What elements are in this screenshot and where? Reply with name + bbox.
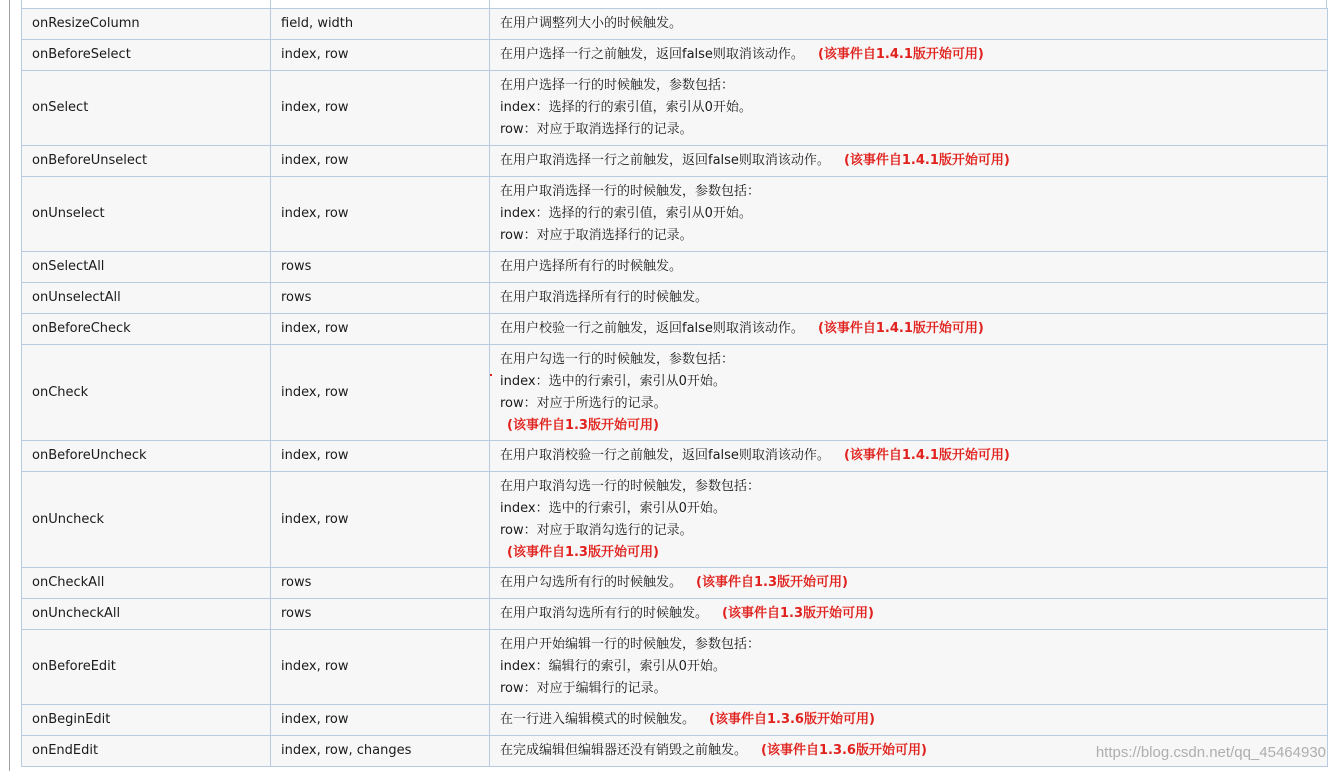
description-line: [500, 44, 1317, 66]
event-description-cell: [490, 441, 1328, 472]
event-description-cell: [490, 472, 1328, 568]
table-row: [22, 599, 1328, 630]
description-line: [500, 393, 1317, 415]
description-text: index：选择的行的索引值，索引从0开始。: [500, 100, 752, 115]
version-note: (该事件自1.4.1版开始可用): [843, 448, 1010, 463]
version-note: (该事件自1.4.1版开始可用): [817, 321, 984, 336]
description-line: [500, 520, 1317, 542]
version-note: (该事件自1.3版开始可用): [507, 417, 659, 433]
event-name-cell: onBeforeUnselect: [22, 146, 271, 177]
version-note: (该事件自1.4.1版开始可用): [817, 47, 984, 62]
event-name-cell: onUnselect: [22, 177, 271, 252]
version-note: (该事件自1.3版开始可用): [507, 544, 659, 560]
description-line: [500, 498, 1317, 520]
event-description-cell: [490, 568, 1328, 599]
event-description-cell: [490, 40, 1328, 71]
event-name-cell: onEndEdit: [22, 736, 271, 767]
description-line: [500, 203, 1317, 225]
table-row: [22, 441, 1328, 472]
event-name-cell: onUncheck: [22, 472, 271, 568]
description-line: [500, 75, 1317, 97]
event-name-cell: onBeforeEdit: [22, 630, 271, 705]
table-row: [22, 40, 1328, 71]
description-text: 在用户取消选择所有行的时候触发。: [500, 290, 709, 305]
event-name-cell: onCheck: [22, 345, 271, 441]
event-description-cell: [490, 630, 1328, 705]
description-line: [500, 476, 1317, 498]
table-row: [22, 71, 1328, 146]
event-params-cell: index, row: [271, 71, 490, 146]
description-line: [500, 349, 1317, 371]
description-line: [500, 256, 1317, 278]
description-line: [500, 445, 1317, 467]
description-line: [500, 318, 1317, 340]
event-name-cell: onUnselectAll: [22, 283, 271, 314]
event-params-cell: rows: [271, 599, 490, 630]
description-text: 在用户校验一行之前触发，返回false则取消该动作。: [500, 321, 804, 336]
event-name-cell: onBeforeUncheck: [22, 441, 271, 472]
version-note: (该事件自1.3版开始可用): [696, 575, 848, 590]
event-params-cell: index, row: [271, 705, 490, 736]
description-text: index：选择的行的索引值，索引从0开始。: [500, 206, 752, 221]
event-description-cell: [490, 252, 1328, 283]
table-top-edge: [21, 0, 1327, 8]
event-description-cell: [490, 283, 1328, 314]
event-name-cell: onBeginEdit: [22, 705, 271, 736]
table-row: [22, 705, 1328, 736]
event-description-cell: [490, 314, 1328, 345]
event-params-cell: index, row, changes: [271, 736, 490, 767]
table-row: [22, 630, 1328, 705]
event-params-cell: index, row: [271, 472, 490, 568]
description-text: 在用户选择一行之前触发，返回false则取消该动作。: [500, 47, 804, 62]
version-note: (该事件自1.3.6版开始可用): [709, 712, 875, 727]
version-note: (该事件自1.4.1版开始可用): [843, 153, 1010, 168]
event-name-cell: onSelectAll: [22, 252, 271, 283]
description-line: [500, 225, 1317, 247]
description-text: 在用户取消校验一行之前触发，返回false则取消该动作。: [500, 448, 830, 463]
description-text: 在用户选择一行的时候触发，参数包括：: [500, 78, 735, 93]
description-text: 在用户调整列大小的时候触发。: [500, 16, 683, 31]
event-name-cell: onSelect: [22, 71, 271, 146]
event-params-cell: index, row: [271, 177, 490, 252]
event-description-cell: [490, 146, 1328, 177]
description-text: 在用户取消勾选一行的时候触发，参数包括：: [500, 478, 761, 494]
description-line: [500, 572, 1317, 594]
event-name-cell: onBeforeSelect: [22, 40, 271, 71]
event-description-cell: [490, 705, 1328, 736]
description-text: 在用户取消选择一行之前触发，返回false则取消该动作。: [500, 153, 830, 168]
table-row: [22, 177, 1328, 252]
description-line: [500, 371, 1317, 393]
description-text: 在完成编辑但编辑器还没有销毁之前触发。: [500, 743, 748, 758]
event-name-cell: onResizeColumn: [22, 9, 271, 40]
description-text: row：对应于所选行的记录。: [500, 395, 667, 411]
description-text: index：编辑行的索引，索引从0开始。: [500, 659, 726, 674]
description-text: index：选中的行索引，索引从0开始。: [500, 500, 726, 516]
description-text: 在用户开始编辑一行的时候触发，参数包括：: [500, 637, 761, 652]
description-line: [500, 656, 1317, 678]
events-table: [21, 8, 1328, 767]
table-row: [22, 314, 1328, 345]
description-text: 在用户勾选一行的时候触发，参数包括：: [500, 351, 735, 367]
description-text: 在用户取消勾选所有行的时候触发。: [500, 606, 709, 621]
event-params-cell: rows: [271, 283, 490, 314]
description-text: row：对应于取消选择行的记录。: [500, 122, 693, 137]
table-row: [22, 472, 1328, 568]
description-text: 在一行进入编辑模式的时候触发。: [500, 712, 696, 727]
event-name-cell: onUncheckAll: [22, 599, 271, 630]
event-params-cell: index, row: [271, 441, 490, 472]
description-text: 在用户选择所有行的时候触发。: [500, 259, 683, 274]
watermark: https://blog.csdn.net/qq_45464930: [1095, 744, 1326, 761]
event-params-cell: index, row: [271, 345, 490, 441]
event-name-cell: onBeforeCheck: [22, 314, 271, 345]
version-note: (该事件自1.3.6版开始可用): [761, 743, 927, 758]
description-text: row：对应于取消勾选行的记录。: [500, 522, 693, 538]
event-params-cell: index, row: [271, 630, 490, 705]
description-text: row：对应于取消选择行的记录。: [500, 228, 693, 243]
description-line: [500, 634, 1317, 656]
stray-red-dot: [490, 374, 492, 376]
event-name-cell: onCheckAll: [22, 568, 271, 599]
event-params-cell: rows: [271, 252, 490, 283]
table-row: [22, 9, 1328, 40]
description-text: index：选中的行索引，索引从0开始。: [500, 373, 726, 389]
description-line: [500, 150, 1317, 172]
event-description-cell: [490, 71, 1328, 146]
table-row: [22, 146, 1328, 177]
description-text: 在用户取消选择一行的时候触发，参数包括：: [500, 184, 761, 199]
description-line: [500, 287, 1317, 309]
description-text: row：对应于编辑行的记录。: [500, 681, 667, 696]
description-line: [500, 97, 1317, 119]
events-table-body: [22, 9, 1328, 767]
description-line: [500, 678, 1317, 700]
event-params-cell: index, row: [271, 314, 490, 345]
table-row: [22, 252, 1328, 283]
description-line: [500, 119, 1317, 141]
table-row: [22, 283, 1328, 314]
event-description-cell: [490, 9, 1328, 40]
event-description-cell: [490, 345, 1328, 441]
event-description-cell: [490, 599, 1328, 630]
description-line: [500, 181, 1317, 203]
table-row: [22, 568, 1328, 599]
description-line: [500, 603, 1317, 625]
event-params-cell: index, row: [271, 40, 490, 71]
table-row: [22, 345, 1328, 441]
event-params-cell: field, width: [271, 9, 490, 40]
event-params-cell: rows: [271, 568, 490, 599]
description-text: 在用户勾选所有行的时候触发。: [500, 575, 683, 590]
description-line: [500, 13, 1317, 35]
version-note: (该事件自1.3版开始可用): [722, 606, 874, 621]
event-params-cell: index, row: [271, 146, 490, 177]
event-description-cell: [490, 177, 1328, 252]
description-line: [500, 709, 1317, 731]
